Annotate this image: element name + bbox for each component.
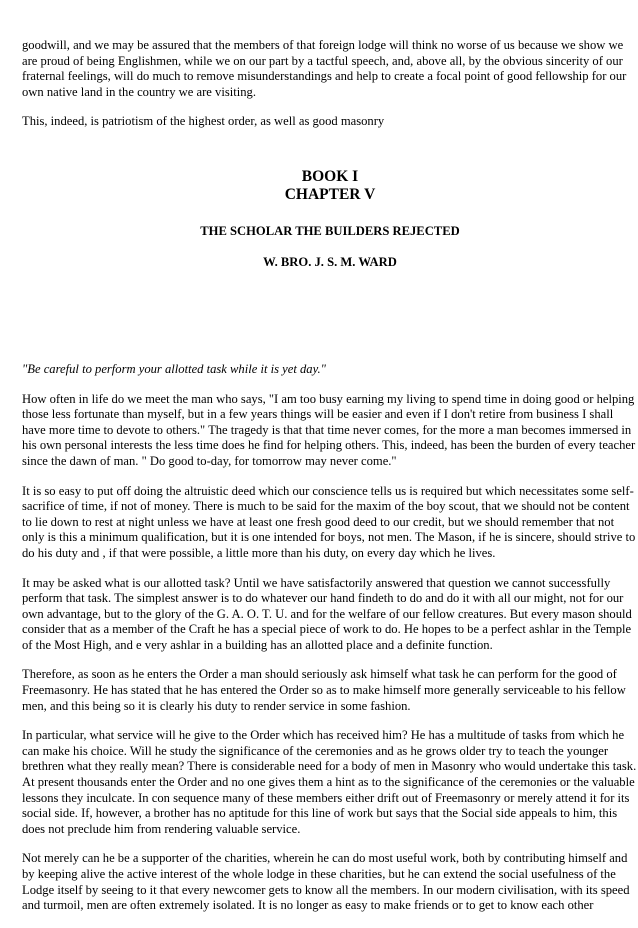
chapter-author: W. BRO. J. S. M. WARD bbox=[263, 254, 397, 269]
chapter-heading: CHAPTER V bbox=[284, 185, 376, 203]
body-paragraph-5: In particular, what service will he give to the Order which has received him? He has a multitude of tasks from which he can make his choice. Will he study the significance of the ceremonies and as he grows older try to teach the younger brethren what they really mean? There is considerable need for a body of men in Masonry who would undertake this task. At present thousands enter the Order and no one gives them a hint as to the significance of the ceremonies or the valuable lessons they inculcate. In con sequence many of these members either drift out of Freemasonry or merely attend it for its social side. If, however, a brother has no aptitude for this line of work but says that the Social side appeals to him, this does not preclude him from rendering valuable service. bbox=[22, 728, 637, 836]
document-page bbox=[22, 38, 638, 928]
body-paragraph-4: Therefore, as soon as he enters the Order a man should seriously ask himself what task he can perform for the good of Freemasonry. He has stated that he has entered the Order so as to make himself more generally serviceable to his fellow men, and this being so it is clearly his duty to render service in some fashion. bbox=[22, 667, 626, 713]
chapter-heading-block bbox=[22, 168, 638, 270]
body-paragraph-1: How often in life do we meet the man who says, "I am too busy earning my living to spend time in doing good or helping those less fortunate than myself, but in a few years things will be easier and even if I don't retire from business I shall have more time to devote to others." The tragedy is that that time never comes, for the more a man becomes immersed in his own personal interests the less time does he find for helping others. This, indeed, has been the burden of every teacher since the dawn of man. " Do good to-day, for tomorrow may never come." bbox=[22, 391, 636, 468]
chapter-title: THE SCHOLAR THE BUILDERS REJECTED bbox=[200, 223, 460, 238]
body-paragraph-2: It is so easy to put off doing the altruistic deed which our conscience tells us is required but which necessitates some self-sacrifice of time, if not of money. There is much to be said for the maxim of the boy scout, that we should not be content to lie down to rest at night unless we have at least one fresh good deed to our credit, but we should remember that not only is this a minimum qualification, but it is one intended for boys, not men. The Mason, if he is sincere, should strive to do his duty and , if that were possible, a little more than his duty, on every day which he lives. bbox=[22, 483, 636, 560]
intro-paragraph-1: goodwill, and we may be assured that the members of that foreign lodge will think no worse of us because we show we are proud of being Englishmen, while we on our part by a tactful speech, and, above all, by the obvious sincerity of our fraternal feelings, will do much to remove misunderstandings and help to create a focal point of good fellowship for our own native land in the country we are visiting. bbox=[22, 38, 627, 99]
body-paragraph-6: Not merely can he be a supporter of the charities, wherein he can do most useful work, both by contributing himself and by keeping alive the active interest of the whole lodge in these charities, but he can extend the social usefulness of the Lodge itself by seeing to it that every newcomer gets to know all the members. In our modern civilisation, with its speed and turmoil, men are often extremely isolated. It is no longer as easy to make friends or to get to know each other bbox=[22, 851, 630, 913]
book-heading: BOOK I bbox=[301, 167, 359, 185]
intro-paragraph-2: This, indeed, is patriotism of the highest order, as well as good masonry bbox=[22, 114, 385, 129]
body-paragraph-3: It may be asked what is our allotted task? Until we have satisfactorily answered that question we cannot successfully perform that task. The simplest answer is to do whatever our hand findeth to do and do it with all our might, not for our own advantage, but to the glory of the G. A. O. T. U. and for the welfare of our fellow creatures. But every mason should consider that as a member of the Craft he has a special piece of work to do. He hopes to be a perfect ashlar in the Temple of the Most High, and e very ashlar in a building has an allotted place and a definite function. bbox=[22, 575, 632, 652]
epigraph: "Be careful to perform your allotted task while it is yet day." bbox=[22, 361, 326, 376]
heading-spacer bbox=[22, 288, 638, 362]
